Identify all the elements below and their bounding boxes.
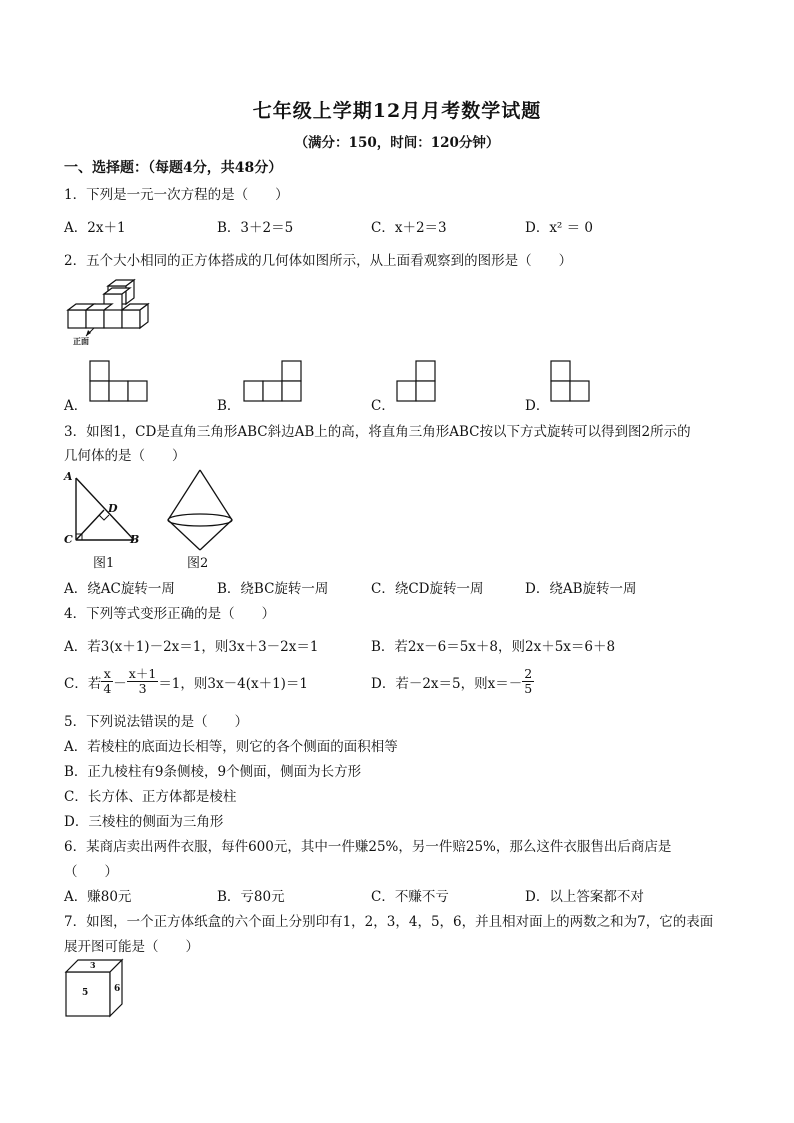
figure2-caption: 图2 (187, 556, 209, 571)
q1-option-b: B．3＋2＝5 (217, 220, 294, 236)
point-c-label: C (64, 533, 73, 546)
q3-stem-line2: 几何体的是（ ） (64, 448, 186, 464)
cube-front-face-number: 5 (82, 988, 89, 998)
q4-c-fraction-2-denominator: 3 (138, 681, 147, 696)
page-title: 七年级上学期12月月考数学试题 (252, 100, 542, 122)
q4-c-fraction-1-numerator: x (101, 667, 113, 682)
q4-c-fraction-2 (127, 667, 159, 696)
q4-d-fraction-denominator: 5 (524, 681, 533, 696)
q3-option-d: D．绕AB旋转一周 (525, 581, 637, 597)
q3-option-a: A．绕AC旋转一周 (64, 581, 175, 597)
q4-d-fraction-numerator: 2 (524, 666, 533, 681)
cube-side-face-number: 6 (114, 984, 121, 994)
front-view-label: 正面 (73, 336, 89, 346)
q4-option-d (371, 667, 534, 696)
q4-c-prefix: C．若 (64, 675, 102, 692)
q4-c-fraction-1-denominator: 4 (103, 681, 112, 696)
q4-c-fraction-2-numerator: x＋1 (128, 666, 157, 681)
q3-stem-line1: 3．如图1，CD是直角三角形ABC斜边AB上的高，将直角三角形ABC按以下方式旋转可以得到图2所示的 (64, 424, 691, 440)
q4-c-suffix: ＝1，则3x－4(x＋1)＝1 (158, 675, 309, 692)
q2-option-c-figure (396, 360, 440, 404)
q6-option-d: D．以上答案都不对 (525, 889, 644, 905)
q3-double-cone-figure (164, 468, 236, 552)
q2-option-c: C． (371, 398, 395, 414)
q7-stem-line1: 7．如图，一个正方体纸盒的六个面上分别印有1，2，3，4，5，6，并且相对面上的两数之和为7，它的表面 (64, 914, 714, 930)
q4-c-minus: － (113, 675, 127, 692)
q5-option-c: C．长方体、正方体都是棱柱 (64, 789, 237, 805)
exam-info: （满分：150，时间：120分钟） (294, 135, 500, 151)
q1-option-c: C．x＋2＝3 (371, 220, 447, 236)
q6-option-c: C．不赚不亏 (371, 889, 449, 905)
figure1-caption: 图1 (93, 556, 115, 571)
q7-stem-line2: 展开图可能是（ ） (64, 939, 199, 955)
q6-option-b: B．亏80元 (217, 889, 285, 905)
point-b-label: B (130, 533, 140, 546)
q1-option-d: D．x² ＝ 0 (525, 220, 594, 236)
q6-stem-line2: （ ） (64, 864, 118, 880)
q2-stem: 2．五个大小相同的正方体搭成的几何体如图所示，从上面看观察到的图形是（ ） (64, 253, 573, 269)
q1-option-a: A．2x＋1 (64, 220, 126, 236)
q4-option-a: A．若3(x＋1)－2x＝1，则3x＋3－2x＝1 (64, 639, 319, 655)
q2-option-d-figure (550, 360, 594, 404)
q4-c-fraction-1 (101, 667, 113, 696)
q5-stem: 5．下列说法错误的是（ ） (64, 714, 249, 730)
q3-option-b: B．绕BC旋转一周 (217, 581, 329, 597)
q6-option-a: A．赚80元 (64, 889, 132, 905)
q5-option-b: B．正九棱柱有9条侧棱，9个侧面，侧面为长方形 (64, 764, 362, 780)
point-a-label: A (64, 470, 73, 483)
section-heading: 一、选择题：（每题4分，共48分） (64, 160, 283, 176)
q4-d-prefix: D．若－2x＝5，则x＝－ (371, 675, 523, 692)
q2-option-b: B． (217, 398, 241, 414)
q3-option-c: C．绕CD旋转一周 (371, 581, 484, 597)
q5-option-a: A．若棱柱的底面边长相等，则它的各个侧面的面积相等 (64, 739, 398, 755)
q4-stem: 4．下列等式变形正确的是（ ） (64, 606, 276, 622)
q4-option-c (64, 667, 308, 696)
cube-top-face-number: 3 (90, 960, 96, 970)
q2-option-d: D． (525, 398, 550, 414)
point-d-label: D (108, 502, 118, 515)
q4-d-fraction (522, 667, 534, 696)
q6-stem-line1: 6．某商店卖出两件衣服，每件600元，其中一件赚25%，另一件赔25%，那么这件衣服售出后商店是 (64, 839, 672, 855)
q4-option-b: B．若2x－6＝5x＋8，则2x＋5x＝6＋8 (371, 639, 616, 655)
q2-option-a: A． (64, 398, 88, 414)
q2-option-a-figure (89, 360, 149, 404)
q1-stem: 1．下列是一元一次方程的是（ ） (64, 187, 289, 203)
q5-option-d: D．三棱柱的侧面为三角形 (64, 814, 224, 830)
q2-option-b-figure (243, 360, 303, 404)
